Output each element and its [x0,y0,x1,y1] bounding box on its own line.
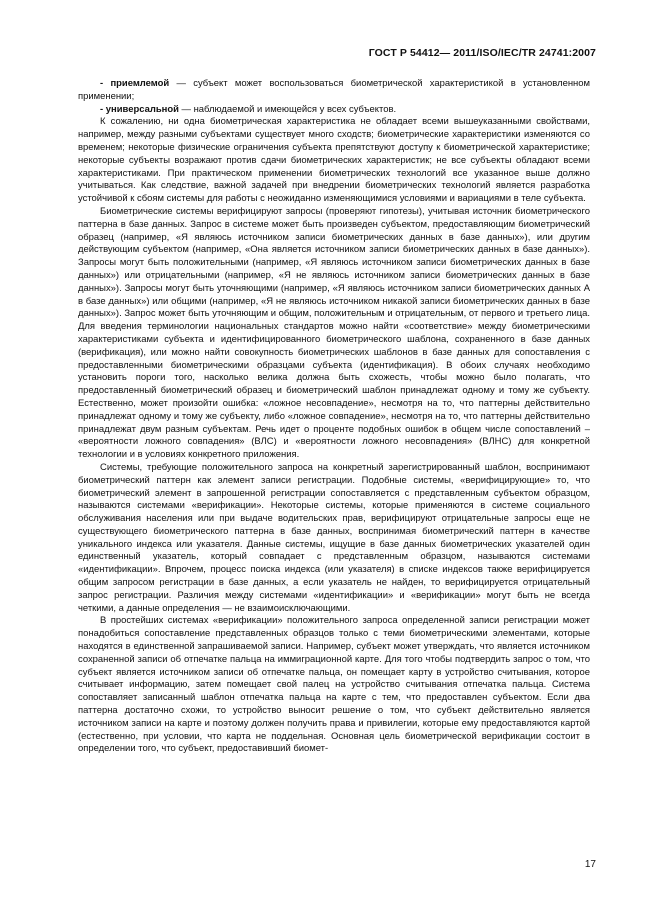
definition-text: — субъект может воспользоваться биометрической характеристикой в установленном применении; [78,78,590,102]
document-body [78,78,590,756]
paragraph: Биометрические системы верифицируют запросы (проверяют гипотезы), учитывая источник биометрического паттерна в базе данных. Запрос в системе может быть произведен субъектом, предоставляющим биометрический образец (например, «Я являюсь источником записи биометрических данных в базе данных»), или другим действующим субъектом (например, «Она является источником записи биометрических данных в базе данных»). Запросы могут быть положительными (например, «Я являюсь источником записи биометрических данных в базе данных») или отрицательными (например, «Я не являюсь источником записи биометрических данных в базе данных»). Запросы могут быть уточняющими (например, «Я являюсь источником записи биометрических данных А в базе данных») или общими (например, «Я не являюсь источником никакой записи биометрических данных в базе данных»). Запрос может быть уточняющим и общим, положительным и отрицательным, от первого и третьего лица. Для введения терминологии национальных стандартов можно найти «соответствие» между биометрическими характеристиками субъекта и идентифицированного биометрического шаблона, сохраненного в базе данных (верификация), или можно найти совокупность биометрических шаблонов в базе данных для сопоставления с предоставленными биометрическими образцами субъекта (идентификация). В обоих случаях необходимо установить пороги того, насколько велика должна быть схожесть, чтобы можно было полагать, что предоставленный биометрический образец и биометрический шаблон принадлежат одному и тому же субъекту. Естественно, может произойти ошибка: «ложное несовпадение», несмотря на то, что паттерны действительно принадлежат одному и тому же субъекту, либо «ложное совпадение», несмотря на то, что паттерны действительно принадлежат двум разным субъектам. Речь идет о проценте подобных ошибок в общем числе сопоставлений – «вероятности ложного совпадения» (ВЛС) и «вероятности ложного несовпадения» (ВЛНС) для конкретной технологии и в условиях конкретного приложения. [78,205,590,461]
paragraph: В простейших системах «верификации» положительного запроса определенной записи регистрации может понадобиться сопоставление представленных образцов только с теми биометрическими элементами, которые находятся в единственной запрашиваемой записи. Например, субъект может утверждать, что является источником сохраненной записи об отпечатке пальца на иммиграционной карте. Для того чтобы подтвердить запрос о том, что субъект является источником записи об отпечатке пальца, он помещает карту в устройство считывания, которое считывает информацию, затем помещает свой палец на устройство считывания отпечатка пальца. Система сопоставляет записанный шаблон отпечатка пальца на карте с тем, что предоставлен субъектом. Если два паттерна достаточно схожи, то устройство выносит решение о том, что субъект действительно является источником записи на карте и поэтому должен получить права и привилегии, которые ему предоставляются картой (естественно, при условии, что карта не поддельная. Основная цель биометрической верификации состоит в определении того, что субъект, предоставивший биомет- [78,615,590,755]
definition-item-acceptable [78,78,590,104]
paragraph: К сожалению, ни одна биометрическая характеристика не обладает всеми вышеуказанными свойствами, например, между разными субъектами существует много сходств; биометрические характеристики изменяются со временем; некоторые физические ограничения субъекта препятствуют доступу к биометрической характеристике; некоторые субъекты возражают против сдачи биометрических характеристик; не все субъекты обладают всеми характеристиками. При практическом применении биометрических технологий все указанное выше должно учитываться. Как следствие, важной задачей при внедрении биометрических технологий является разработка устойчивой к сбоям системы для работы с неожиданно изменяющимися условиями и вариациями в теле субъекта. [78,116,590,205]
term: - приемлемой [100,78,170,89]
term: - универсальной [100,103,179,115]
definition-item-universal [78,104,590,117]
document-code-header: ГОСТ Р 54412— 2011/ISO/IEC/TR 24741:2007 [368,47,596,59]
definition-text: — наблюдаемой и имеющейся у всех субъектов. [178,103,397,115]
paragraph: Системы, требующие положительного запроса на конкретный зарегистрированный шаблон, воспринимают биометрический паттерн как элемент записи регистрации. Подобные системы, «верифицирующие» то, что биометрический элемент в запрошенной регистрации сопоставляется с представленным субъектом образцом, называются системами «верификации». Некоторые системы, которые применяются в системе социального обслуживания населения или при выдаче водительских прав, верифицируют отрицательные запросы еще не существующего биометрического паттерна в базе данных, воспринимая биометрический паттерн в качестве уникального индекса или указателя. Данные системы, ищущие в базе данных биометрических указателей один единственный указатель, который совпадает с представленным образцом, называются системами «идентификации». Впрочем, процесс поиска индекса (или указателя) в списке индексов также верифицируется общим запросом регистрации в базе данных, а если указатель не найден, то верифицируется отрицательный запрос регистрации. Различия между системами «идентификации» и «верификации» могут быть не всегда четкими, а данные определения — не взаимоисключающими. [78,461,590,614]
page-number: 17 [584,859,596,870]
